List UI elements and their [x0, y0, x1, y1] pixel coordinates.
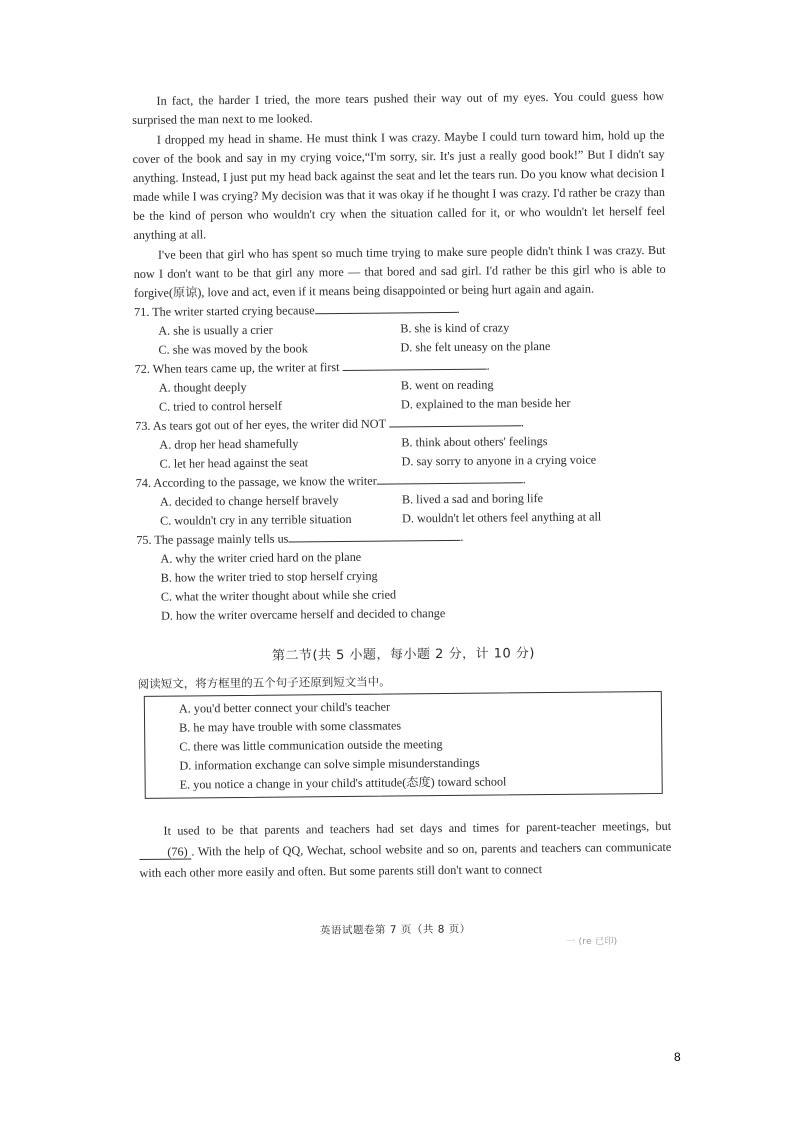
option-b: B. she is kind of crazy — [400, 320, 510, 336]
option-b: B. think about others' feelings — [401, 434, 548, 450]
question-73: 73. As tears got out of her eyes, the writer did NOT . A. drop her head shamefully B. think about others' feelings C. let her head against the seat D. say sorry to anyone in a crying voice — [135, 412, 668, 474]
answer-blank — [377, 471, 523, 484]
answer-blank — [315, 301, 457, 314]
page-footer: 英语试题卷第 7 页（共 8 页） — [319, 923, 471, 937]
option-c: C. she was moved by the book — [158, 341, 308, 357]
question-stem: 74. According to the passage, we know the writer — [135, 473, 377, 490]
option-c: C. tried to control herself — [158, 398, 282, 414]
option-c: C. wouldn't cry in any terrible situation — [160, 511, 352, 528]
option-d: D. how the writer overcame herself and decided to change — [160, 606, 446, 623]
question-72: 72. When tears came up, the writer at first . A. thought deeply B. went on reading C. tried to control herself D. explained to the man beside her — [135, 355, 668, 417]
scanned-content — [132, 87, 672, 884]
sentence-option-c: C. there was little communication outside the meeting — [179, 737, 443, 754]
option-b: B. lived a sad and boring life — [401, 491, 544, 507]
question-stem: 71. The writer started crying because — [134, 303, 315, 319]
option-d: D. explained to the man beside her — [400, 395, 571, 412]
sentence-option-b: B. he may have trouble with some classmates — [179, 718, 402, 735]
question-stem: 75. The passage mainly tells us — [136, 531, 289, 547]
passage2-text-before: It used to be that parents and teachers had set days and times for parent-teacher meetings, but — [163, 818, 672, 838]
sentence-option-e: E. you notice a change in your child's attitude(态度) toward school — [179, 774, 507, 792]
option-a: A. why the writer cried hard on the plane — [160, 549, 362, 566]
option-b: B. went on reading — [400, 377, 494, 393]
option-a: A. thought deeply — [158, 379, 247, 395]
answer-blank — [389, 414, 521, 427]
option-b: B. how the writer tried to stop herself crying — [160, 568, 378, 585]
sentence-option-d: D. information exchange can solve simple misunderstandings — [179, 755, 480, 773]
passage-paragraph-2: I dropped my head in shame. He must think I was crazy. Maybe I could turn toward him, hold up the cover of the book and say in my crying voice,“I'm sorry, sir. It's just a really good book!” But I didn't say anything. Instead, I just put my head back against the seat and let the tears run. Do you know what decision I made while I was crying? My decision was that it was okay if he thought I was crazy. I'd rather be crazy than be the kind of person who wouldn't cry when the situation called for it, or who wouldn't let herself feel anything at all. — [132, 127, 666, 242]
option-c: C. what the writer thought about while she cried — [160, 587, 397, 604]
section-title: 第二节(共 5 小题，每小题 2 分，计 10 分) — [271, 646, 535, 664]
option-a: A. she is usually a crier — [158, 322, 273, 338]
option-c: C. let her head against the seat — [159, 455, 309, 471]
question-stem: 72. When tears came up, the writer at first — [134, 360, 340, 376]
passage-paragraph-3: I've been that girl who has spent so much time trying to make sure people didn't think I was crazy. But now I don't want to be that girl any more — that bored and sad girl. I'd rather be this girl who is able to forgive(原谅), love and act, even if it means being disappointed or being hurt again and again. — [133, 242, 666, 300]
question-74: 74. According to the passage, we know the writer . A. decided to change herself bravely B. lived a sad and boring life C. wouldn't cry in any terrible situation D. wouldn't let others feel anything at all — [136, 469, 669, 531]
section-instruction: 阅读短文，将方框里的五个句子还原到短文当中。 — [137, 674, 391, 691]
sentence-options-box — [144, 691, 663, 799]
answer-blank — [288, 529, 460, 543]
question-75: 75. The passage mainly tells us . A. why the writer cried hard on the plane B. how the writer tried to stop herself crying C. what the writer thought about while she cried D. how the writer overcame herself and decided to change — [136, 526, 669, 626]
passage2-paragraph — [139, 816, 672, 884]
option-a: A. decided to change herself bravely — [159, 493, 339, 509]
answer-blank — [342, 358, 486, 371]
option-a: A. drop her head shamefully — [159, 436, 299, 452]
passage-paragraph-1: In fact, the harder I tried, the more tears pushed their way out of my eyes. You could guess how surprised the man next to me looked. — [132, 88, 665, 127]
question-71: 71. The writer started crying because . A. she is usually a crier B. she is kind of crazy C. she was moved by the book D. she felt uneasy on the plane — [134, 298, 667, 360]
option-d: D. she felt uneasy on the plane — [400, 338, 551, 355]
passage2-text-after: . With the help of QQ, Wechat, school website and so on, parents and teachers can communicate with each other more easily and often. But some parents still don't want to connect — [139, 839, 672, 880]
sentence-option-a: A. you'd better connect your child's teacher — [178, 699, 391, 716]
option-d: D. say sorry to anyone in a crying voice — [401, 452, 597, 469]
page-number: 8 — [674, 1050, 681, 1064]
gap-76: (76) — [139, 844, 191, 859]
scan-stamp: 一 (re 已印) — [566, 937, 618, 947]
option-d: D. wouldn't let others feel anything at all — [402, 509, 602, 526]
question-stem: 73. As tears got out of her eyes, the writer did NOT — [135, 416, 386, 433]
